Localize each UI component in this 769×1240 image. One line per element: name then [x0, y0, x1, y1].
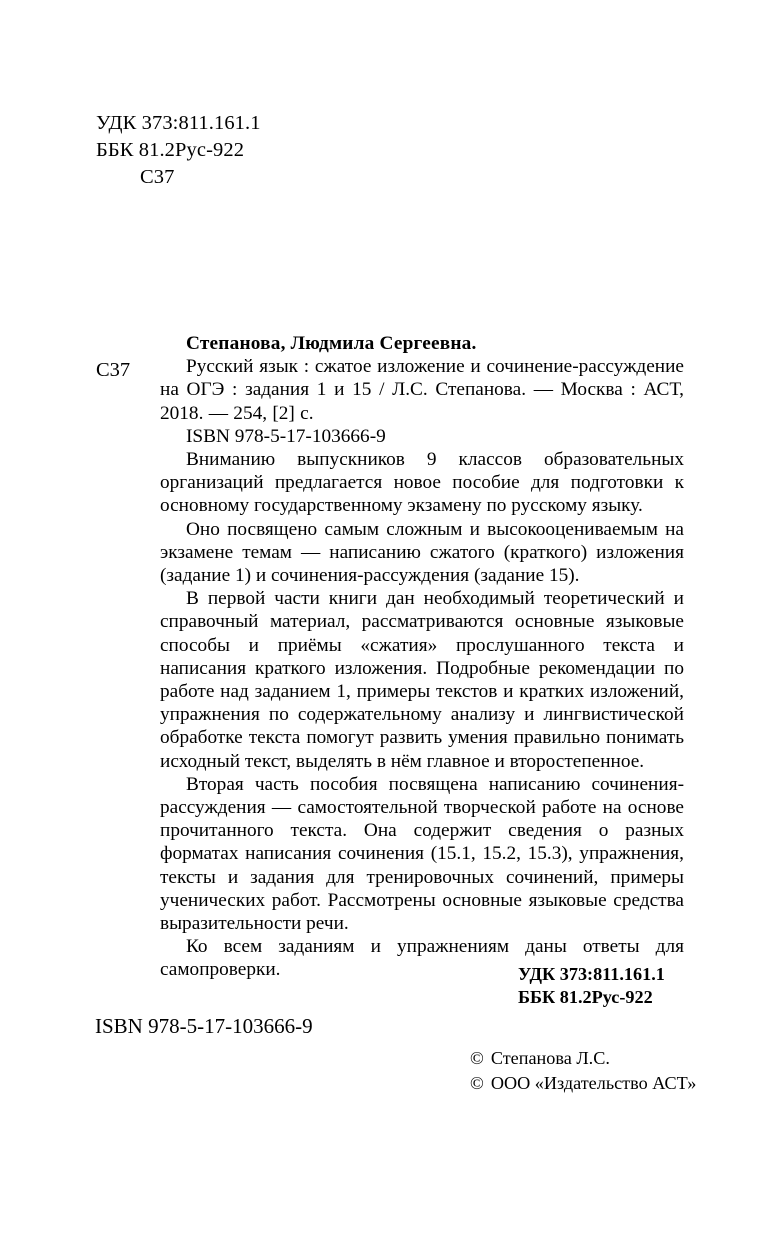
- annotation-paragraph-3: В первой части книги дан необходимый теоретический и справочный материал, рассматриваются основные языковые способы и приёмы «сжатия» прослушанного текста и написания краткого изложения. Подробные рекомендации по работе над заданием 1, примеры текстов и кратких изложений, упражнения по содержательному анализу и лингвистической обработке текста помогут развить умения правильно понимать исходный текст, выделять в нём главное и второстепенное.: [160, 588, 684, 772]
- isbn-record: ISBN 978-5-17-103666-9: [186, 425, 386, 447]
- shelf-mark-header: С37: [140, 166, 175, 188]
- isbn-footer: ISBN 978-5-17-103666-9: [95, 1014, 313, 1038]
- classification-footer: [518, 963, 665, 1009]
- copyright-line-author: [470, 1046, 696, 1071]
- cip-record: [160, 332, 684, 982]
- copyright-block: [470, 1046, 696, 1096]
- annotation-paragraph-4: Вторая часть пособия посвящена написанию сочинения-рассуждения — самостоятельной творческой работе на основе прочитанного текста. Она содержит сведения о разных форматах написания сочинения (15.1, 15.2, 15.3), упражнения, тексты и задания для тренировочных сочинений, примеры ученических работ. Рассмотрены основные языковые средства выразительности речи.: [160, 773, 684, 935]
- copyright-line-publisher: [470, 1071, 696, 1096]
- annotation-paragraph-2: Оно посвящено самым сложным и высокооцениваемым на экзамене темам — написанию сжатого (краткого) изложения (задание 1) и сочинения-рассуждения (задание 15).: [160, 518, 684, 587]
- copyright-holder-author: Степанова Л.С.: [490, 1048, 610, 1068]
- author-heading: Степанова, Людмила Сергеевна.: [186, 333, 477, 354]
- udk-code-footer: УДК 373:811.161.1: [518, 964, 665, 984]
- copyright-icon: ©: [470, 1048, 484, 1068]
- shelf-mark-gutter: С37: [96, 359, 131, 381]
- bbk-code-footer: ББК 81.2Рус-922: [518, 987, 653, 1007]
- title-statement: Русский язык : сжатое изложение и сочинение-рассуждение на ОГЭ : задания 1 и 15 / Л.С. Степанова. — Москва : АСТ, 2018. — 254, [2] с.: [160, 356, 684, 424]
- annotation-paragraph-5: Ко всем заданиям и упражнениям даны ответы для самопроверки.: [160, 936, 684, 981]
- classification-header: [96, 110, 261, 191]
- copyright-holder-publisher: ООО «Издательство АСТ»: [490, 1073, 697, 1093]
- copyright-icon: ©: [470, 1073, 484, 1093]
- udk-code-header: УДК 373:811.161.1: [96, 112, 261, 134]
- annotation-paragraph-1: Вниманию выпускников 9 классов образовательных организаций предлагается новое пособие для подготовки к основному государственному экзамену по русскому языку.: [160, 449, 684, 517]
- bbk-code-header: ББК 81.2Рус-922: [96, 139, 245, 161]
